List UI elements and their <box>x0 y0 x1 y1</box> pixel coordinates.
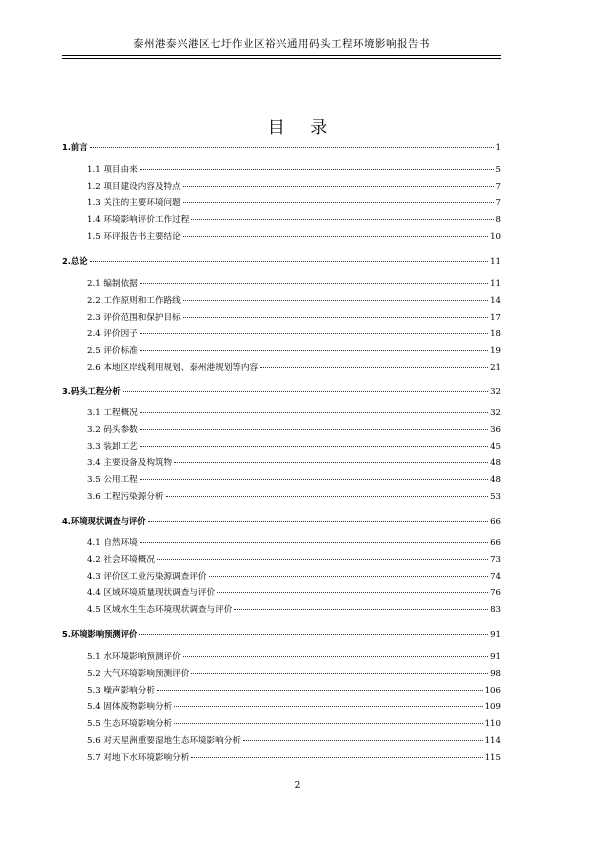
dot-leader <box>174 462 488 463</box>
toc-chapter[interactable] <box>62 384 501 398</box>
toc-section-label: 1.5 环评报告书主要结论 <box>87 232 181 242</box>
dot-leader <box>140 429 488 430</box>
toc-page-number: 19 <box>490 346 501 356</box>
dot-leader <box>174 706 482 707</box>
toc-section-label: 4.2 社会环境概况 <box>87 555 155 565</box>
toc-page-number: 115 <box>484 753 501 763</box>
toc-page-number: 106 <box>484 686 501 696</box>
dot-leader <box>183 656 488 657</box>
toc-page-number: 74 <box>490 572 501 582</box>
toc-section[interactable] <box>87 277 501 291</box>
toc-section-label: 4.4 区域环境质量现状调查与评价 <box>87 588 216 598</box>
toc-section-label: 2.3 评价范围和保护目标 <box>87 313 181 323</box>
toc-section[interactable] <box>87 536 501 550</box>
toc-section-label: 3.3 装卸工艺 <box>87 442 138 452</box>
toc-section[interactable] <box>87 230 501 244</box>
toc-section[interactable] <box>87 553 501 567</box>
dot-leader <box>148 521 488 522</box>
toc-section-label: 5.7 对地下水环境影响分析 <box>87 753 190 763</box>
toc-page-number: 83 <box>490 605 501 615</box>
toc-section[interactable] <box>87 213 501 227</box>
toc-section[interactable] <box>87 327 501 341</box>
toc-section-label: 3.4 主要设备及构筑物 <box>87 458 173 468</box>
toc-section-label: 2.6 本地区岸线利用规划、泰州港规划等内容 <box>87 363 259 373</box>
toc-page-number: 11 <box>490 279 501 289</box>
toc-page-number: 66 <box>490 538 501 548</box>
dot-leader <box>157 559 488 560</box>
toc-section[interactable] <box>87 603 501 617</box>
toc-section[interactable] <box>87 667 501 681</box>
toc-page-number: 14 <box>490 296 501 306</box>
dot-leader <box>183 317 488 318</box>
dot-leader <box>140 412 488 413</box>
toc-section[interactable] <box>87 490 501 504</box>
toc-page-number: 32 <box>490 408 501 418</box>
dot-leader <box>166 496 489 497</box>
toc-section-label: 3.1 工程概况 <box>87 408 138 418</box>
toc-section-label: 2.5 评价标准 <box>87 346 138 356</box>
toc-section-label: 5.1 水环境影响预测评价 <box>87 652 181 662</box>
toc-section[interactable] <box>87 294 501 308</box>
toc-section[interactable] <box>87 473 501 487</box>
toc-page-number: 36 <box>490 425 501 435</box>
dot-leader <box>191 757 482 758</box>
dot-leader <box>140 542 488 543</box>
toc-page-number: 45 <box>490 442 501 452</box>
toc-section-label: 4.3 评价区工业污染源调查评价 <box>87 572 207 582</box>
dot-leader <box>217 592 488 593</box>
dot-leader <box>209 576 489 577</box>
toc-page-number: 32 <box>490 387 501 397</box>
toc-page-number: 73 <box>490 555 501 565</box>
toc-section-label: 3.6 工程污染源分析 <box>87 492 164 502</box>
toc-chapter[interactable] <box>62 514 501 528</box>
toc-page-number: 110 <box>484 719 501 729</box>
toc-chapter[interactable] <box>62 627 501 641</box>
toc-section[interactable] <box>87 684 501 698</box>
toc-page-number: 18 <box>490 329 501 339</box>
toc-section-label: 2.2 工作原则和工作路线 <box>87 296 181 306</box>
dot-leader <box>90 147 494 148</box>
toc-section[interactable] <box>87 423 501 437</box>
toc-page-number: 91 <box>490 630 501 640</box>
toc-page-number: 7 <box>495 198 501 208</box>
page-number: 2 <box>294 781 301 791</box>
toc-section-label: 4.1 自然环境 <box>87 538 138 548</box>
toc-page-number: 8 <box>495 215 501 225</box>
toc-section-label: 1.2 项目建设内容及特点 <box>87 182 181 192</box>
dot-leader <box>140 169 494 170</box>
toc-section-label: 2.1 编制依据 <box>87 279 138 289</box>
running-header: 泰州港泰兴港区七圩作业区裕兴通用码头工程环境影响报告书 <box>133 38 430 50</box>
toc-page-number: 98 <box>490 669 501 679</box>
dot-leader <box>260 367 488 368</box>
toc-page-number: 7 <box>495 182 501 192</box>
toc-title: 目 录 <box>267 118 338 138</box>
toc-section-label: 1.4 环境影响评价工作过程 <box>87 215 190 225</box>
dot-leader <box>183 236 488 237</box>
toc-page-number: 10 <box>490 232 501 242</box>
dot-leader <box>234 609 488 610</box>
toc-page-number: 53 <box>490 492 501 502</box>
toc-section[interactable] <box>87 163 501 177</box>
toc-page-number: 66 <box>490 517 501 527</box>
dot-leader <box>140 333 488 334</box>
dot-leader <box>140 350 488 351</box>
dot-leader <box>157 690 483 691</box>
toc-page-number: 114 <box>484 736 501 746</box>
toc-chapter-label: 1.前言 <box>62 142 88 152</box>
toc-section[interactable] <box>87 734 501 748</box>
toc-section-label: 5.6 对天星洲重要湿地生态环境影响分析 <box>87 736 241 746</box>
toc-page-number: 109 <box>484 702 501 712</box>
toc-section[interactable] <box>87 344 501 358</box>
toc-section[interactable] <box>87 570 501 584</box>
toc-section-label: 2.4 评价因子 <box>87 329 138 339</box>
toc-section[interactable] <box>87 650 501 664</box>
toc-section-label: 5.3 噪声影响分析 <box>87 686 155 696</box>
toc-section[interactable] <box>87 586 501 600</box>
toc-section-label: 3.2 码头参数 <box>87 425 138 435</box>
dot-leader <box>140 479 488 480</box>
toc-page-number: 91 <box>490 652 501 662</box>
toc-chapter-label: 2.总论 <box>62 256 88 266</box>
toc-chapter[interactable] <box>62 254 501 268</box>
toc-section-label: 5.5 生态环境影响分析 <box>87 719 173 729</box>
toc-chapter-label: 3.码头工程分析 <box>62 386 121 396</box>
toc-section-label: 1.3 关注的主要环境问题 <box>87 198 181 208</box>
toc-section[interactable] <box>87 700 501 714</box>
dot-leader <box>191 673 488 674</box>
dot-leader <box>183 300 488 301</box>
dot-leader <box>140 283 488 284</box>
dot-leader <box>191 219 493 220</box>
dot-leader <box>183 186 494 187</box>
toc-section[interactable] <box>87 456 501 470</box>
toc-page-number: 1 <box>495 143 501 153</box>
toc-chapter-label: 5.环境影响预测评价 <box>62 629 138 639</box>
toc-section[interactable] <box>87 751 501 765</box>
toc-chapter[interactable] <box>62 140 501 154</box>
toc-page-number: 48 <box>490 458 501 468</box>
toc-page-number: 48 <box>490 475 501 485</box>
toc-section-label: 5.2 大气环境影响预测评价 <box>87 669 190 679</box>
toc-page-number: 17 <box>490 313 501 323</box>
toc-section[interactable] <box>87 440 501 454</box>
dot-leader <box>139 634 488 635</box>
dot-leader <box>140 446 488 447</box>
dot-leader <box>90 261 489 262</box>
toc-section-label: 5.4 固体废物影响分析 <box>87 702 173 712</box>
toc-section[interactable] <box>87 196 501 210</box>
toc-page-number: 5 <box>495 165 501 175</box>
toc-page-number: 11 <box>490 257 501 267</box>
toc-section[interactable] <box>87 361 501 375</box>
dot-leader <box>183 202 494 203</box>
toc-section[interactable] <box>87 717 501 731</box>
toc-chapter-label: 4.环境现状调查与评价 <box>62 516 146 526</box>
toc-section-label: 1.1 项目由来 <box>87 165 138 175</box>
toc-section-label: 4.5 区域水生生态环境现状调查与评价 <box>87 605 233 615</box>
toc-page-number: 21 <box>490 363 501 373</box>
toc-page-number: 76 <box>490 588 501 598</box>
toc-section-label: 3.5 公用工程 <box>87 475 138 485</box>
toc-section[interactable] <box>87 406 501 420</box>
dot-leader <box>123 391 488 392</box>
dot-leader <box>174 723 482 724</box>
dot-leader <box>243 740 483 741</box>
toc-section[interactable] <box>87 180 501 194</box>
toc-section[interactable] <box>87 311 501 325</box>
